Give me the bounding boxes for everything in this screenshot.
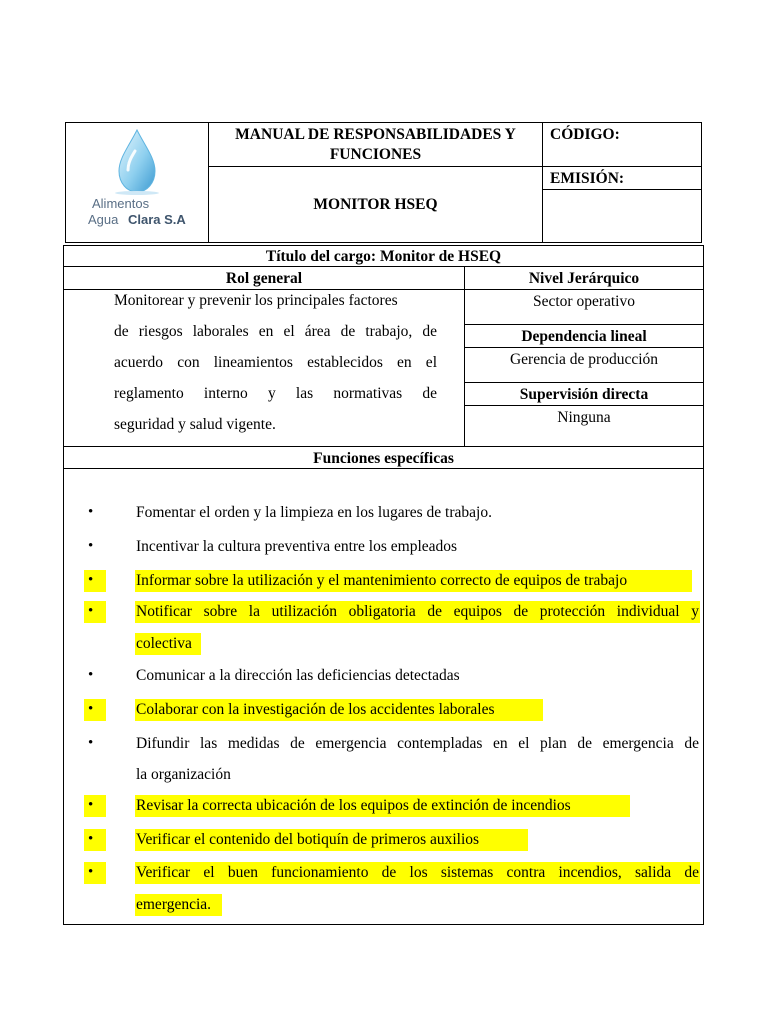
header-border-bottom (65, 242, 702, 243)
bullet-icon: • (88, 701, 94, 717)
nivel-value: Sector operativo (532, 293, 635, 310)
rol-general-line-2: de riesgos laborales en el área de trabajo, de (114, 323, 437, 340)
bullet-icon: • (88, 572, 94, 588)
function-text: Difundir las medidas de emergencia contempladas en el plan de emergencia de (136, 735, 699, 752)
function-text-continued: colectiva (136, 635, 192, 652)
codigo-label: CÓDIGO: (550, 126, 620, 143)
function-text-continued: la organización (136, 766, 231, 783)
function-text: Verificar el buen funcionamiento de los sistemas contra incendios, salida de (136, 864, 699, 881)
dependencia-divider (464, 382, 704, 383)
header-border-right (701, 122, 702, 243)
rol-section-bottom (63, 446, 704, 447)
list-item-highlighted (0, 699, 768, 721)
list-item-highlighted (0, 862, 768, 918)
logo-text-line1: Alimentos (92, 196, 150, 211)
supervision-label: Supervisión directa (519, 386, 649, 403)
list-item (0, 504, 768, 524)
logo-text-line2a: Agua (88, 212, 119, 227)
list-item (0, 667, 768, 687)
header-divider-emision (542, 189, 702, 190)
bullet-icon: • (88, 667, 94, 683)
bullet-icon: • (88, 504, 94, 520)
main-border-top (63, 245, 704, 246)
list-item-highlighted (0, 570, 768, 592)
header-divider-mid (208, 166, 702, 167)
dependencia-label: Dependencia lineal (521, 328, 647, 345)
function-text: Comunicar a la dirección las deficiencias detectadas (136, 667, 460, 684)
funciones-header: Funciones específicas (313, 450, 454, 467)
supervision-label-divider (464, 405, 704, 406)
rol-header-divider (63, 289, 704, 290)
header-divider-codigo (542, 122, 543, 243)
supervision-value: Ninguna (557, 409, 611, 426)
logo-text-line2b: Clara S.A (128, 212, 186, 227)
position-title: MONITOR HSEQ (313, 196, 438, 213)
funciones-header-divider (63, 468, 704, 469)
dependencia-label-divider (464, 347, 704, 348)
list-item-highlighted (0, 829, 768, 851)
title-row-divider (63, 266, 704, 267)
header-border-left (65, 122, 66, 243)
bullet-icon: • (88, 831, 94, 847)
job-title: Título del cargo: Monitor de HSEQ (265, 248, 502, 265)
bullet-icon: • (88, 603, 94, 619)
list-item (0, 538, 768, 558)
function-text-continued: emergencia. (136, 896, 212, 913)
function-text: Fomentar el orden y la limpieza en los lugares de trabajo. (136, 504, 492, 521)
bullet-icon: • (88, 735, 94, 751)
nivel-label: Nivel Jerárquico (528, 270, 640, 287)
function-text: Verificar el contenido del botiquín de primeros auxilios (136, 831, 480, 848)
main-border-bottom (63, 924, 704, 925)
water-drop-icon (70, 126, 204, 196)
manual-title-line2: FUNCIONES (329, 146, 422, 163)
list-item-highlighted (0, 601, 768, 657)
function-text: Incentivar la cultura preventiva entre los empleados (136, 538, 458, 555)
dependencia-value: Gerencia de producción (509, 351, 659, 368)
function-text: Notificar sobre la utilización obligatoria de equipos de protección individual y (136, 603, 699, 620)
rol-general-line-1: Monitorear y prevenir los principales factores (114, 292, 398, 309)
rol-general-line-5: seguridad y salud vigente. (114, 416, 276, 433)
list-item (0, 735, 768, 787)
nivel-divider (464, 324, 704, 325)
bullet-icon: • (88, 864, 94, 880)
rol-general-line-3: acuerdo con lineamientos establecidos en el (114, 354, 437, 371)
bullet-icon: • (88, 538, 94, 554)
list-item-highlighted (0, 795, 768, 817)
header-border-top (65, 122, 702, 123)
function-text: Colaborar con la investigación de los accidentes laborales (136, 701, 495, 718)
manual-title-line1: MANUAL DE RESPONSABILIDADES Y (235, 126, 516, 143)
emision-label: EMISIÓN: (550, 170, 625, 187)
function-text: Revisar la correcta ubicación de los equipos de extinción de incendios (136, 797, 571, 814)
company-logo (70, 126, 204, 238)
rol-general-label: Rol general (225, 270, 303, 287)
bullet-icon: • (88, 797, 94, 813)
function-text: Informar sobre la utilización y el mantenimiento correcto de equipos de trabajo (136, 572, 628, 589)
rol-general-line-4: reglamento interno y las normativas de (114, 385, 437, 402)
